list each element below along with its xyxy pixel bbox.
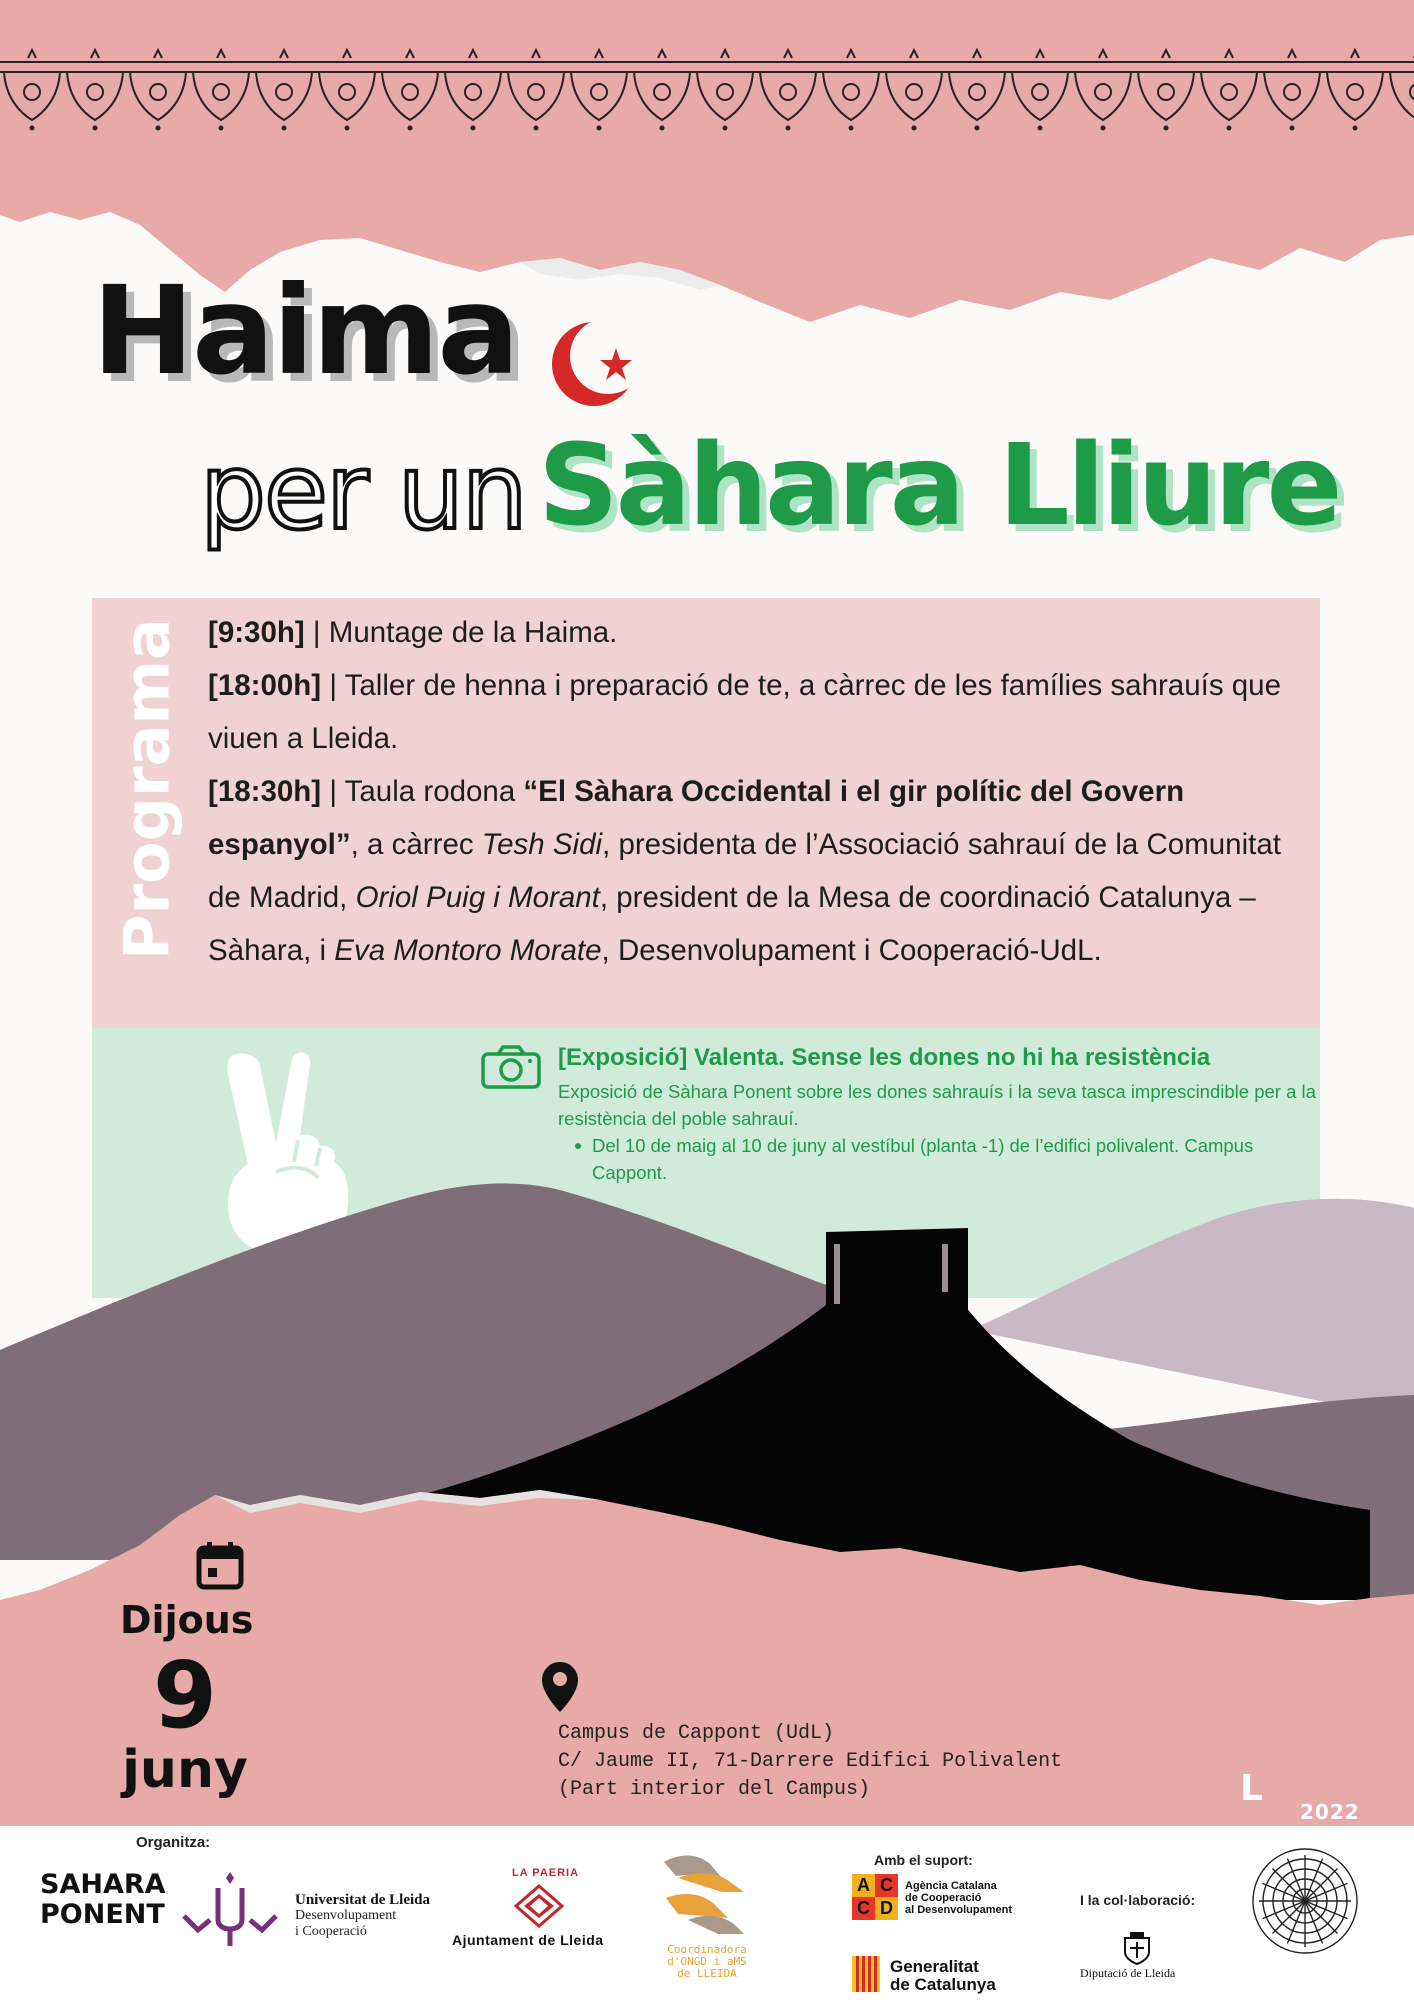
generalitat-name — [890, 1958, 996, 1994]
programa-vertical-label: Programa — [110, 618, 184, 960]
organitza-label: Organitza: — [136, 1834, 211, 1851]
acd-letter: C — [880, 1875, 893, 1895]
sahara-ponent-logo — [40, 1869, 166, 1930]
acd-line: Agència Catalana — [905, 1880, 997, 1892]
acd-line: de Cooperació — [905, 1892, 982, 1904]
acd-name — [905, 1880, 1012, 1916]
exposicio-description: Exposició de Sàhara Ponent sobre les dones sahrauís i la seva tasca imprescindible per a la resistència del poble sahrauí. — [558, 1081, 1316, 1129]
location-line: Campus de Cappont (UdL) — [558, 1722, 835, 1745]
udl-logo-text — [295, 1892, 430, 1940]
mandala-icon — [1250, 1846, 1360, 1956]
sahara-ponent-word: PONENT — [40, 1899, 165, 1930]
acd-letter: A — [857, 1875, 870, 1895]
udl-dept: Desenvolupament — [295, 1908, 397, 1923]
diputacio-crest-icon — [1122, 1932, 1152, 1966]
suport-label: Amb el suport: — [874, 1852, 973, 1868]
lleida-logo-year: 2022 — [1300, 1800, 1360, 1824]
round-table-title: “El Sàhara Occidental i el gir polític del Govern espanyol” — [208, 775, 1185, 861]
acd-letter: D — [880, 1898, 893, 1918]
speaker-name: Eva Montoro Morate — [334, 934, 602, 967]
acd-letter: C — [857, 1898, 870, 1918]
location-address — [558, 1720, 1062, 1804]
title-haima: Haima — [92, 260, 518, 402]
udl-dept: i Cooperació — [295, 1924, 367, 1939]
generalitat-line: Generalitat — [890, 1957, 979, 1976]
programa-desc: | Taller de henna i preparació de te, a càrrec de les famílies sahrauís que viuen a Lleida. — [208, 669, 1281, 755]
event-day-number: 9 — [152, 1642, 217, 1749]
paeria-label: LA PAERIA — [512, 1867, 580, 1879]
speaker-name: Tesh Sidi — [481, 828, 603, 861]
calendar-icon — [196, 1540, 244, 1590]
acd-line: al Desenvolupament — [905, 1904, 1012, 1916]
colaboracio-label: I la col·laboració: — [1080, 1892, 1196, 1908]
diputacio-name: Diputació de Lleida — [1080, 1966, 1176, 1980]
event-month: juny — [122, 1740, 248, 1800]
udl-emblem-icon — [180, 1868, 280, 1948]
sahara-ponent-word: SAHARA — [40, 1869, 166, 1900]
title-sahara-lliure: Sàhara Lliure — [538, 421, 1340, 551]
generalitat-line: de Catalunya — [890, 1975, 996, 1994]
paeria-shield-icon — [514, 1884, 564, 1928]
generalitat-flag-icon — [852, 1956, 880, 1992]
coordinadora-text: Coordinadora d'ONGD i aMS de LLEIDA — [667, 1943, 747, 1980]
paeria-name: Ajuntament de Lleida — [452, 1932, 604, 1948]
location-line: C/ Jaume II, 71-Darrere Edifici Polivalent — [558, 1750, 1063, 1773]
programa-time: [18:30h] — [208, 775, 322, 808]
programa-desc: , presidenta de l’Associació sahrauí de la Comunitat de Madrid, — [208, 828, 1281, 914]
programa-desc: | Muntage de la Haima. — [304, 616, 618, 649]
programa-time: [9:30h] — [208, 616, 305, 649]
title-per-un: per un — [200, 431, 526, 553]
programa-desc: , president de la Mesa de coordinació Catalunya – Sàhara, i — [208, 881, 1256, 967]
exposicio-dates: Del 10 de maig al 10 de juny al vestíbul (planta -1) de l’edifici polivalent. Campus Cappont. — [592, 1135, 1254, 1183]
lleida-logo-letter: L — [1240, 1768, 1263, 1809]
programa-time: [18:00h] — [208, 669, 322, 702]
acd-letters — [852, 1874, 898, 1920]
exposicio-title: [Exposició] Valenta. Sense les dones no hi ha resistència — [558, 1044, 1211, 1071]
map-pin-icon — [540, 1660, 580, 1714]
programa-desc: , Desenvolupament i Cooperació-UdL. — [601, 934, 1102, 967]
speaker-name: Oriol Puig i Morant — [355, 881, 600, 914]
event-weekday: Dijous — [120, 1598, 254, 1642]
programa-desc: | Taula rodona — [321, 775, 524, 808]
udl-name: Universitat de Lleida — [295, 1892, 430, 1908]
coordinadora-hands-icon — [658, 1848, 750, 1940]
location-line: (Part interior del Campus) — [558, 1778, 871, 1801]
programa-desc: , a càrrec — [350, 828, 482, 861]
